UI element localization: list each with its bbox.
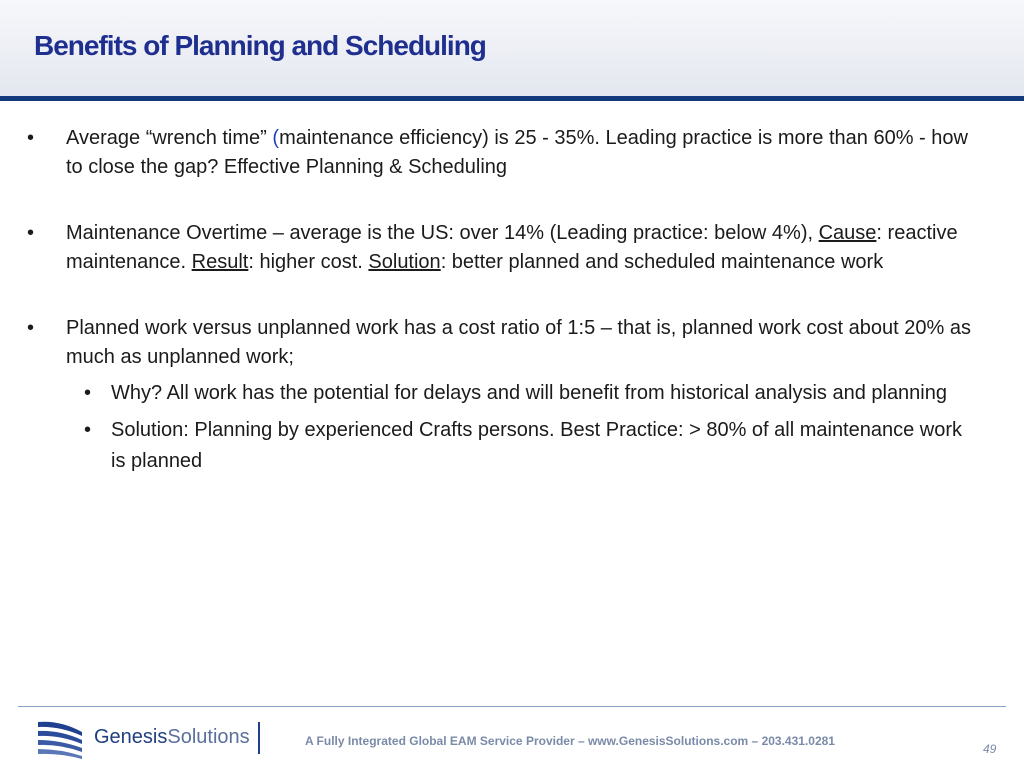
genesis-logo-icon (36, 718, 84, 760)
bullet-dot: • (84, 419, 92, 441)
footer-tagline: A Fully Integrated Global EAM Service Provider – www.GenesisSolutions.com – 203.431.0281 (305, 734, 835, 748)
bullet-item: • Maintenance Overtime – average is the US: over 14% (Leading practice: below 4%), Cause: reactive maintenance. Result: higher cost. Solution: better planned and scheduled maintenance work (0, 219, 1024, 277)
bullet-dot: • (27, 127, 35, 149)
sub-bullet-item: • Why? All work has the potential for delays and will benefit from historical analysis and planning (0, 378, 1024, 409)
bullet-dot: • (27, 317, 35, 339)
sub-bullet-item: • Solution: Planning by experienced Crafts persons. Best Practice: > 80% of all maintenance work is planned (0, 415, 1024, 477)
bullet-dot: • (84, 382, 92, 404)
result-label: Result (191, 251, 249, 273)
page-number: 49 (983, 742, 997, 756)
bullet-item: • Planned work versus unplanned work has a cost ratio of 1:5 – that is, planned work cost about 20% as much as unplanned work; (0, 314, 1024, 372)
bullet-dot: • (27, 222, 35, 244)
slide-title: Benefits of Planning and Scheduling (34, 30, 486, 61)
header-divider (0, 96, 1024, 101)
bullet-item: • Average “wrench time” (maintenance efficiency) is 25 - 35%. Leading practice is more than 60% - how to close the gap? Effective Planning & Scheduling (0, 124, 1024, 182)
company-logo-text: GenesisSolutions (94, 726, 250, 748)
logo-separator (258, 722, 260, 754)
slide-header (0, 0, 1024, 96)
bullet-list (0, 124, 1024, 477)
cause-label: Cause (818, 222, 877, 244)
footer-divider (18, 706, 1006, 707)
solution-label: Solution (368, 251, 441, 273)
